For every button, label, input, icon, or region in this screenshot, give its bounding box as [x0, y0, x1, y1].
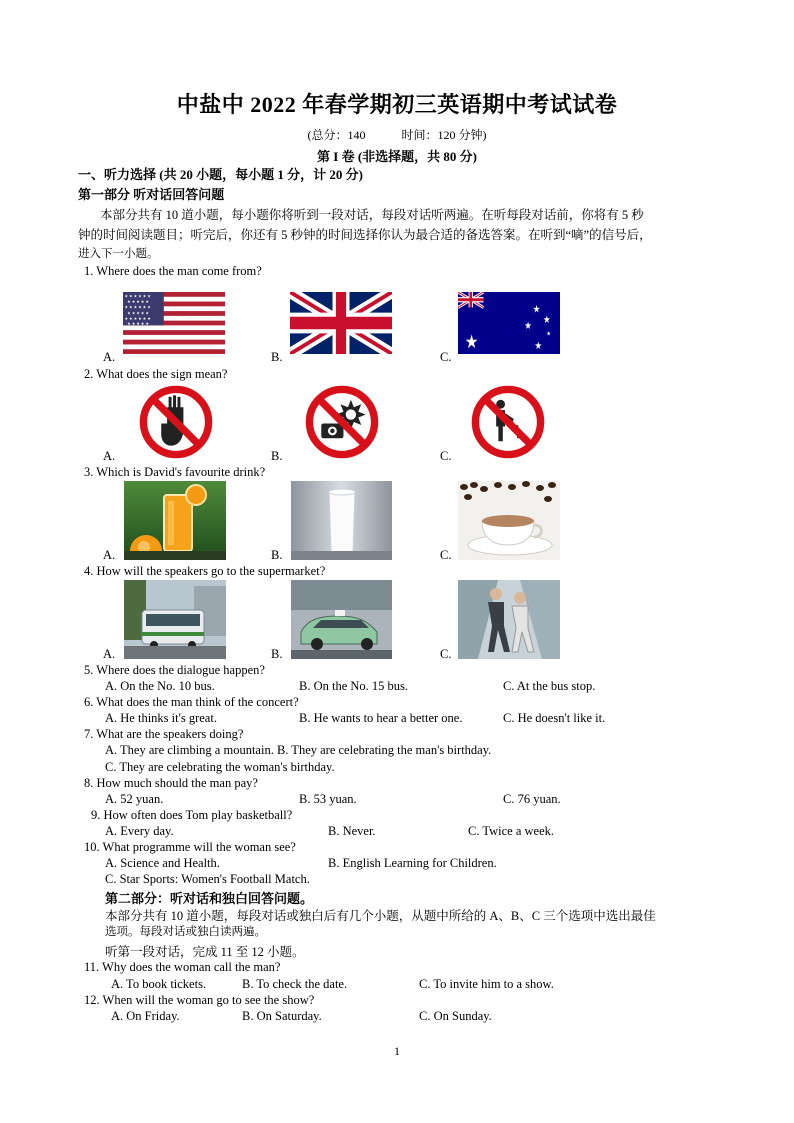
question-11: 11. Why does the woman call the man?: [84, 960, 281, 974]
q8-option-c: C. 76 yuan.: [503, 792, 561, 806]
q11-option-a: A. To book tickets.: [111, 977, 207, 991]
q4-option-c: C.: [440, 647, 452, 661]
part1-instruction-2: 钟的时间阅读题目；听完后，你还有 5 秒钟的时间选择你认为最合适的备选答案。在听到“嘀”的信号后，: [78, 228, 652, 242]
bus-photo: [124, 580, 226, 659]
q1-option-b: B.: [271, 350, 283, 364]
svg-text:★ ★ ★ ★ ★: ★ ★ ★ ★ ★: [127, 320, 149, 326]
question-6: 6. What does the man think of the concert?: [84, 695, 299, 709]
walking-photo: [458, 580, 560, 659]
q8-option-b: B. 53 yuan.: [299, 792, 357, 806]
q7-option-ab: A. They are climbing a mountain. B. They are celebrating the man's birthday.: [105, 743, 492, 757]
q2-option-c: C.: [440, 449, 452, 463]
svg-text:★ ★ ★ ★ ★ ★: ★ ★ ★ ★ ★ ★: [124, 293, 151, 299]
total-score: (总分：140: [307, 128, 366, 142]
uk-flag-icon: [290, 292, 392, 354]
q6-option-c: C. He doesn't like it.: [503, 711, 606, 725]
q10-option-c: C. Star Sports: Women's Football Match.: [105, 872, 310, 886]
taxi-photo: [291, 580, 392, 659]
question-1: 1. Where does the man come from?: [84, 264, 262, 278]
q7-option-c: C. They are celebrating the woman's birthday.: [105, 760, 335, 774]
orange-juice-photo: [124, 481, 226, 560]
q4-option-b: B.: [271, 647, 283, 661]
part2-instruction-1: 本部分共有 10 道小题，每段对话或独白后有几个小题，从题中所给的 A、B、C 三个选项中选出最佳: [105, 909, 656, 923]
q9-option-a: A. Every day.: [105, 824, 174, 838]
q4-option-a: A.: [103, 647, 116, 661]
q12-option-a: A. On Friday.: [111, 1009, 180, 1023]
part2-heading: 第二部分：听对话和独白回答问题。: [105, 891, 314, 906]
exam-title: 中盐中 2022 年春学期初三英语期中考试试卷: [176, 92, 618, 117]
q2-option-a: A.: [103, 449, 116, 463]
svg-text:★: ★: [546, 331, 551, 338]
question-10: 10. What programme will the woman see?: [84, 840, 296, 854]
part1-heading: 第一部分 听对话回答问题: [78, 187, 225, 202]
volume-heading: 第 I 卷 (非选择题，共 80 分): [317, 149, 477, 164]
svg-text:★: ★: [532, 303, 541, 316]
q11-option-c: C. To invite him to a show.: [419, 977, 554, 991]
question-2: 2. What does the sign mean?: [84, 367, 228, 381]
section1-heading: 一、听力选择 (共 20 小题，每小题 1 分，计 20 分): [78, 167, 363, 182]
q5-option-b: B. On the No. 15 bus.: [299, 679, 409, 693]
q6-option-b: B. He wants to hear a better one.: [299, 711, 463, 725]
question-12: 12. When will the woman go to see the show?: [84, 993, 315, 1007]
australia-flag-icon: [458, 292, 560, 354]
q1-option-c: C.: [440, 350, 452, 364]
q11-option-b: B. To check the date.: [242, 977, 348, 991]
question-7: 7. What are the speakers doing?: [84, 727, 244, 741]
question-3: 3. Which is David's favourite drink?: [84, 465, 266, 479]
q10-option-b: B. English Learning for Children.: [328, 856, 497, 870]
usa-flag-icon: [123, 292, 225, 354]
q6-option-a: A. He thinks it's great.: [105, 711, 217, 725]
no-littering-sign-icon: [471, 385, 545, 459]
svg-text:★ ★ ★ ★ ★: ★ ★ ★ ★ ★: [127, 298, 149, 305]
q3-option-c: C.: [440, 548, 452, 562]
svg-text:★ ★ ★ ★ ★ ★: ★ ★ ★ ★ ★ ★: [124, 304, 151, 310]
part2-instruction-3: 听第一段对话，完成 11 至 12 小题。: [105, 945, 305, 959]
q8-option-a: A. 52 yuan.: [105, 792, 164, 806]
exam-time: 时间：120 分钟): [401, 128, 487, 142]
q12-option-b: B. On Saturday.: [242, 1009, 322, 1023]
q9-option-c: C. Twice a week.: [468, 824, 555, 838]
part1-instruction-1: 本部分共有 10 道小题，每小题你将听到一段对话，每段对话听两遍。在听每段对话前，你将有 5 秒: [100, 208, 644, 222]
svg-text:★: ★: [524, 320, 532, 333]
q2-option-b: B.: [271, 449, 283, 463]
question-8: 8. How much should the man pay?: [84, 776, 258, 790]
no-photography-sign-icon: [305, 385, 379, 459]
svg-text:★ ★ ★ ★ ★ ★: ★ ★ ★ ★ ★ ★: [124, 315, 151, 321]
page-number: 1: [394, 1044, 400, 1058]
exam-meta: [0, 126, 794, 143]
q10-option-a: A. Science and Health.: [105, 856, 220, 870]
question-4: 4. How will the speakers go to the supermarket?: [84, 564, 326, 578]
question-5: 5. Where does the dialogue happen?: [84, 663, 265, 677]
part1-instruction-3: 进入下一小题。: [78, 248, 159, 260]
q3-option-b: B.: [271, 548, 283, 562]
svg-text:★: ★: [534, 340, 543, 353]
svg-text:★: ★: [543, 314, 551, 327]
milk-photo: [291, 481, 392, 560]
part2-instruction-2: 选项。每段对话或独白读两遍。: [105, 926, 266, 938]
q1-option-a: A.: [103, 350, 116, 364]
q9-option-b: B. Never.: [328, 824, 376, 838]
svg-text:★ ★ ★ ★ ★: ★ ★ ★ ★ ★: [127, 310, 149, 316]
no-touching-sign-icon: [139, 385, 213, 459]
q5-option-a: A. On the No. 10 bus.: [105, 679, 215, 693]
svg-text:★: ★: [464, 331, 479, 354]
question-9: 9. How often does Tom play basketball?: [91, 808, 293, 822]
coffee-photo: [458, 481, 560, 560]
q3-option-a: A.: [103, 548, 116, 562]
q5-option-c: C. At the bus stop.: [503, 679, 596, 693]
q12-option-c: C. On Sunday.: [419, 1009, 492, 1023]
